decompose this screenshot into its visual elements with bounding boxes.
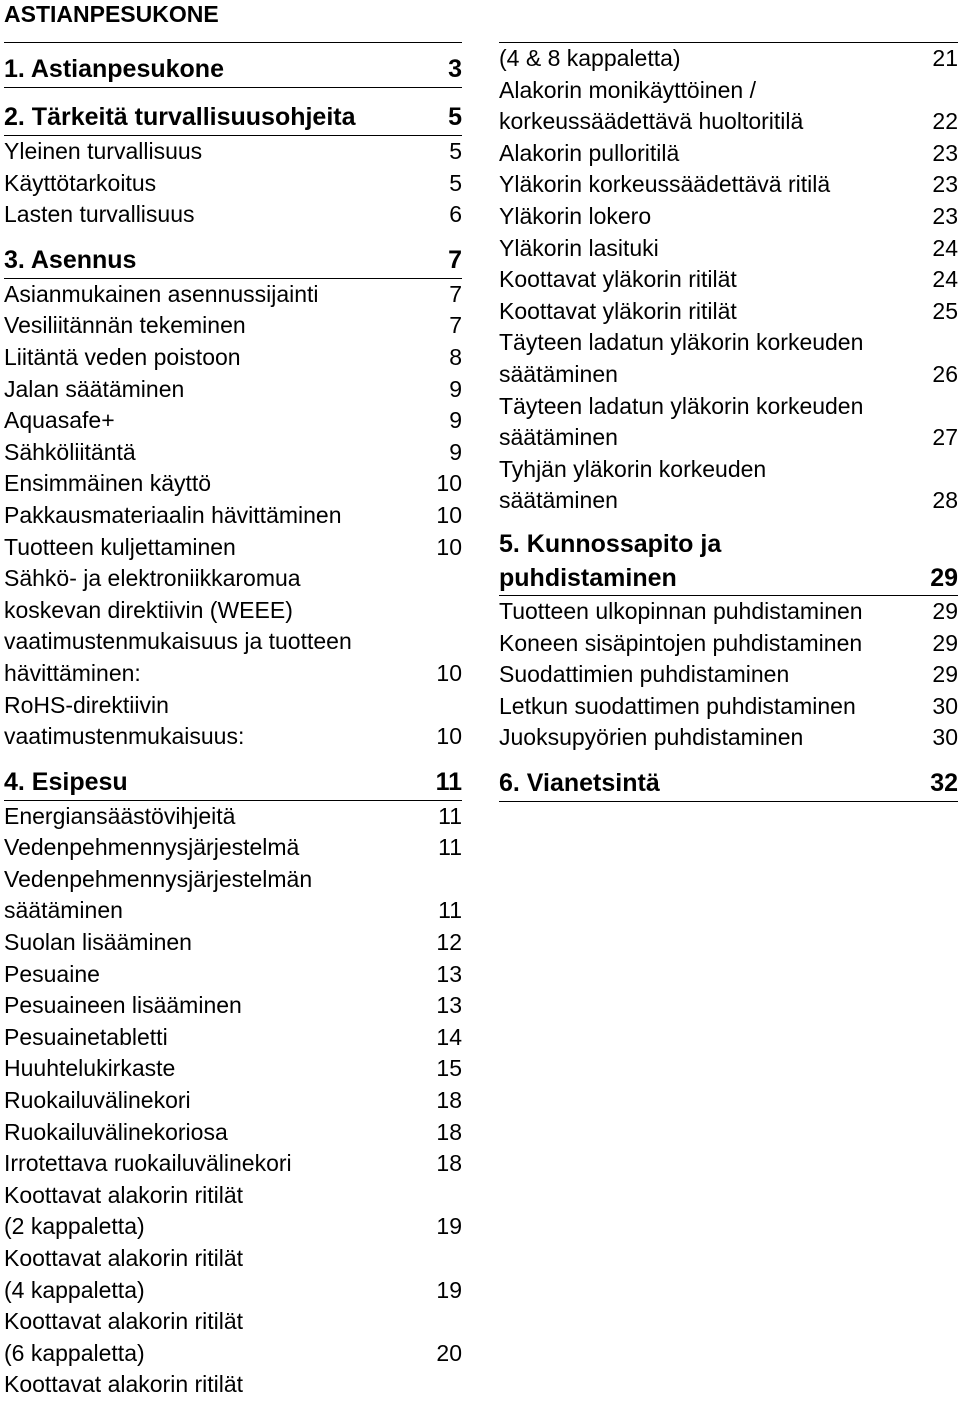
toc-entry xyxy=(499,327,958,390)
toc-entry xyxy=(4,1148,462,1180)
entry-title xyxy=(4,1180,253,1243)
title-line: säätäminen xyxy=(499,424,618,451)
page-number: 3 xyxy=(448,55,462,83)
title-line: Täyteen ladatun yläkorin korkeuden xyxy=(499,392,864,419)
page-number: 7 xyxy=(449,280,462,307)
section-title xyxy=(499,765,660,801)
title-line: Yläkorin lasituki xyxy=(499,234,659,261)
title-line: 1. Astianpesukone xyxy=(4,55,224,83)
toc-entry xyxy=(4,563,462,689)
toc-entry xyxy=(4,468,462,500)
page-number: 32 xyxy=(930,768,958,797)
entry-title xyxy=(4,1306,253,1369)
page-number: 19 xyxy=(436,1276,462,1303)
page-number: 19 xyxy=(436,1213,462,1240)
toc-entry xyxy=(499,391,958,454)
title-line: Alakorin pulloritilä xyxy=(499,139,680,166)
entry-title xyxy=(4,136,212,168)
page-number: 14 xyxy=(436,1023,462,1050)
page-number: 5 xyxy=(449,138,462,164)
title-line: 6. Vianetsintä xyxy=(499,768,660,797)
page-number: 6 xyxy=(449,201,462,228)
toc-list-right xyxy=(499,43,958,802)
entry-title xyxy=(4,532,246,564)
entry-title xyxy=(499,596,873,628)
title-line: Ensimmäinen käyttö xyxy=(4,470,212,497)
toc-entry xyxy=(4,1022,462,1054)
title-line: (2 kappaletta) xyxy=(4,1213,145,1240)
entry-title xyxy=(4,342,251,374)
title-line: Käyttötarkoitus xyxy=(4,169,157,196)
entry-title xyxy=(4,801,245,833)
page-number: 18 xyxy=(436,1087,462,1114)
toc-entry xyxy=(4,927,462,959)
toc-entry xyxy=(4,437,462,469)
toc-entry xyxy=(4,801,462,833)
entry-title xyxy=(4,279,329,311)
title-line: Koottavat yläkorin ritilät xyxy=(499,297,737,324)
toc-entry xyxy=(4,1180,462,1243)
toc-entry xyxy=(4,832,462,864)
title-line: Pesuaineen lisääminen xyxy=(4,992,242,1019)
entry-title xyxy=(499,296,747,328)
title-line: Pesuaine xyxy=(4,960,100,987)
page-number: 25 xyxy=(932,297,958,324)
toc-entry xyxy=(4,1243,462,1306)
title-line: Koottavat alakorin ritilät xyxy=(4,1371,244,1398)
title-line: (4 kappaletta) xyxy=(4,1276,145,1303)
page-number: 7 xyxy=(449,312,462,339)
entry-title xyxy=(499,327,873,390)
entry-title xyxy=(499,138,689,170)
title-line: Suolan lisääminen xyxy=(4,929,192,956)
title-line: Ruokailuvälinekori xyxy=(4,1087,191,1114)
page-number: 24 xyxy=(932,234,958,261)
page-number: 30 xyxy=(932,692,958,719)
title-line: Energiansäästövihjeitä xyxy=(4,802,236,829)
toc-entry xyxy=(4,1306,462,1369)
title-line: Yläkorin lokero xyxy=(499,202,652,229)
entry-title xyxy=(4,927,202,959)
toc-entry xyxy=(4,990,462,1022)
entry-title xyxy=(4,1053,185,1085)
toc-entry xyxy=(499,264,958,296)
page-number: 9 xyxy=(449,375,462,402)
entry-title xyxy=(4,468,221,500)
toc-entry xyxy=(499,722,958,754)
title-line: Sähköliitäntä xyxy=(4,438,136,465)
title-line: Aquasafe+ xyxy=(4,407,115,434)
toc-entry xyxy=(4,690,462,753)
page-number: 12 xyxy=(436,929,462,956)
toc-entry xyxy=(4,199,462,231)
toc-entry xyxy=(499,628,958,660)
toc-entry xyxy=(4,342,462,374)
toc-entry xyxy=(4,1117,462,1149)
title-line: Juoksupyörien puhdistaminen xyxy=(499,724,804,751)
entry-title xyxy=(499,169,840,201)
entry-title xyxy=(4,1243,253,1306)
document-title: ASTIANPESUKONE xyxy=(4,1,219,27)
title-line: Koneen sisäpintojen puhdistaminen xyxy=(499,629,863,656)
page-number: 20 xyxy=(436,1339,462,1366)
entry-title xyxy=(499,43,691,75)
title-line: Koottavat alakorin ritilät xyxy=(4,1245,244,1271)
toc-entry xyxy=(499,691,958,723)
page-number: 21 xyxy=(932,45,958,71)
title-line: Asianmukainen asennussijainti xyxy=(4,280,319,307)
title-line: Vedenpehmennysjärjestelmä xyxy=(4,834,300,861)
toc-entry xyxy=(4,405,462,437)
top-rule xyxy=(4,42,462,43)
toc-entry xyxy=(499,138,958,170)
toc-column-right xyxy=(499,42,958,802)
toc-entry xyxy=(4,1085,462,1117)
toc-entry xyxy=(4,168,462,200)
toc-entry xyxy=(499,659,958,691)
page-number: 5 xyxy=(449,169,462,196)
toc-section-heading xyxy=(499,765,958,802)
title-line: Jalan säätäminen xyxy=(4,375,185,402)
page-number: 11 xyxy=(435,767,462,796)
entry-title xyxy=(499,264,747,296)
page-number: 18 xyxy=(436,1150,462,1177)
title-line: säätäminen xyxy=(499,360,618,387)
page-number: 10 xyxy=(436,501,462,528)
toc-entry xyxy=(4,500,462,532)
toc-section-heading xyxy=(4,99,462,136)
page-number: 8 xyxy=(449,343,462,370)
entry-title xyxy=(4,563,362,689)
section-title xyxy=(4,764,128,800)
page-number: 15 xyxy=(436,1055,462,1082)
title-line: RoHS-direktiivin xyxy=(4,691,169,718)
title-line: Tuotteen ulkopinnan puhdistaminen xyxy=(499,597,863,624)
entry-title xyxy=(4,374,194,406)
entry-title xyxy=(499,391,873,454)
page-number: 9 xyxy=(449,407,462,434)
title-line: Irrotettava ruokailuvälinekori xyxy=(4,1150,292,1177)
toc-entry xyxy=(4,374,462,406)
page-number: 29 xyxy=(932,661,958,688)
toc-entry xyxy=(4,1053,462,1085)
toc-entry xyxy=(4,1369,462,1401)
title-line: Huuhtelukirkaste xyxy=(4,1055,176,1082)
title-line: Pesuainetabletti xyxy=(4,1023,168,1050)
entry-title xyxy=(499,691,866,723)
page-number: 22 xyxy=(932,108,958,135)
page-number: 29 xyxy=(932,629,958,656)
title-line: Tuotteen kuljettaminen xyxy=(4,533,236,560)
title-line: Koottavat yläkorin ritilät xyxy=(499,266,737,293)
page-number: 11 xyxy=(438,897,462,924)
toc-entry xyxy=(4,959,462,991)
title-line: Yläkorin korkeussäädettävä ritilä xyxy=(499,171,831,198)
toc-entry xyxy=(4,279,462,311)
page-number: 23 xyxy=(932,171,958,198)
entry-title xyxy=(499,659,799,691)
title-line: vaatimustenmukaisuus: xyxy=(4,723,245,750)
toc-entry xyxy=(499,75,958,138)
toc-entry xyxy=(4,532,462,564)
toc-entry xyxy=(499,43,958,75)
page-number: 13 xyxy=(436,960,462,987)
page-number: 10 xyxy=(436,723,462,750)
title-line: Letkun suodattimen puhdistaminen xyxy=(499,692,856,719)
entry-title xyxy=(4,168,166,200)
page-number: 5 xyxy=(448,103,462,131)
entry-title xyxy=(4,310,256,342)
entry-title xyxy=(4,1369,253,1401)
entry-title xyxy=(4,832,309,864)
toc-section-heading xyxy=(4,242,462,279)
page-number: 13 xyxy=(436,992,462,1019)
page-number: 10 xyxy=(436,470,462,497)
page-number: 11 xyxy=(438,834,462,861)
title-line: Vedenpehmennysjärjestelmän xyxy=(4,865,313,892)
page-number: 24 xyxy=(932,266,958,293)
title-line: Yleinen turvallisuus xyxy=(4,138,203,164)
entry-title xyxy=(4,437,146,469)
page-number: 7 xyxy=(448,245,462,274)
entry-title xyxy=(499,454,776,517)
title-line: Sähkö- ja elektroniikkaromua xyxy=(4,565,301,592)
entry-title xyxy=(4,1148,302,1180)
page-number: 23 xyxy=(932,139,958,166)
entry-title xyxy=(499,233,669,265)
entry-title xyxy=(499,201,661,233)
toc-list-left xyxy=(4,51,462,1401)
entry-title xyxy=(4,500,352,532)
page-number: 23 xyxy=(932,202,958,229)
entry-title xyxy=(4,1022,178,1054)
title-line: Ruokailuvälinekoriosa xyxy=(4,1118,228,1145)
title-line: Lasten turvallisuus xyxy=(4,201,195,228)
toc-entry xyxy=(499,454,958,517)
title-line: Koottavat alakorin ritilät xyxy=(4,1308,244,1335)
entry-title xyxy=(4,405,125,437)
title-line: Suodattimien puhdistaminen xyxy=(499,661,790,688)
page-number: 9 xyxy=(449,438,462,465)
title-line: (4 & 8 kappaletta) xyxy=(499,45,681,71)
title-line: 2. Tärkeitä turvallisuusohjeita xyxy=(4,103,356,131)
toc-entry xyxy=(499,296,958,328)
page-number: 18 xyxy=(436,1118,462,1145)
toc-entry xyxy=(4,864,462,927)
title-line: puhdistaminen xyxy=(499,563,677,592)
page-number: 26 xyxy=(932,360,958,387)
title-line: korkeussäädettävä huoltoritilä xyxy=(499,108,804,135)
title-line: Koottavat alakorin ritilät xyxy=(4,1181,244,1208)
page-number: 27 xyxy=(932,424,958,451)
title-line: Tyhjän yläkorin korkeuden xyxy=(499,455,767,482)
entry-title xyxy=(4,990,252,1022)
entry-title xyxy=(4,690,254,753)
entry-title xyxy=(499,75,813,138)
toc-entry xyxy=(499,169,958,201)
page-number: 28 xyxy=(932,487,958,514)
title-line: Pakkausmateriaalin hävittäminen xyxy=(4,501,342,528)
toc-section-heading xyxy=(4,764,462,801)
toc-entry xyxy=(499,233,958,265)
entry-title xyxy=(4,864,322,927)
toc-column-left xyxy=(4,42,462,1401)
toc-entry xyxy=(499,201,958,233)
toc-entry xyxy=(4,310,462,342)
title-line: koskevan direktiivin (WEEE) xyxy=(4,596,293,623)
page-number: 10 xyxy=(436,659,462,686)
title-line: (6 kappaletta) xyxy=(4,1339,145,1366)
entry-title xyxy=(499,722,813,754)
page-number: 11 xyxy=(438,802,462,829)
page-number: 10 xyxy=(436,533,462,560)
entry-title xyxy=(4,1085,201,1117)
title-line: Liitäntä veden poistoon xyxy=(4,343,241,370)
title-line: säätäminen xyxy=(4,897,123,924)
title-line: 4. Esipesu xyxy=(4,767,128,796)
title-line: 5. Kunnossapito ja xyxy=(499,529,722,558)
section-title xyxy=(499,527,721,595)
title-line: 3. Asennus xyxy=(4,245,137,274)
title-line: Täyteen ladatun yläkorin korkeuden xyxy=(499,329,864,356)
entry-title xyxy=(4,199,205,231)
entry-title xyxy=(4,1117,238,1149)
page-number: 29 xyxy=(932,597,958,624)
page-number: 30 xyxy=(932,724,958,751)
title-line: Vesiliitännän tekeminen xyxy=(4,312,246,339)
page-number: 29 xyxy=(930,563,958,592)
toc-section-heading xyxy=(499,527,958,596)
entry-title xyxy=(499,628,872,660)
section-title xyxy=(4,242,136,278)
toc-entry xyxy=(499,596,958,628)
section-title xyxy=(4,99,356,135)
title-line: vaatimustenmukaisuus ja tuotteen xyxy=(4,628,352,655)
toc-section-heading xyxy=(4,51,462,88)
title-line: säätäminen xyxy=(499,487,618,514)
section-title xyxy=(4,51,224,87)
title-line: Alakorin monikäyttöinen / xyxy=(499,76,756,103)
entry-title xyxy=(4,959,110,991)
toc-entry xyxy=(4,136,462,168)
title-line: hävittäminen: xyxy=(4,659,141,686)
